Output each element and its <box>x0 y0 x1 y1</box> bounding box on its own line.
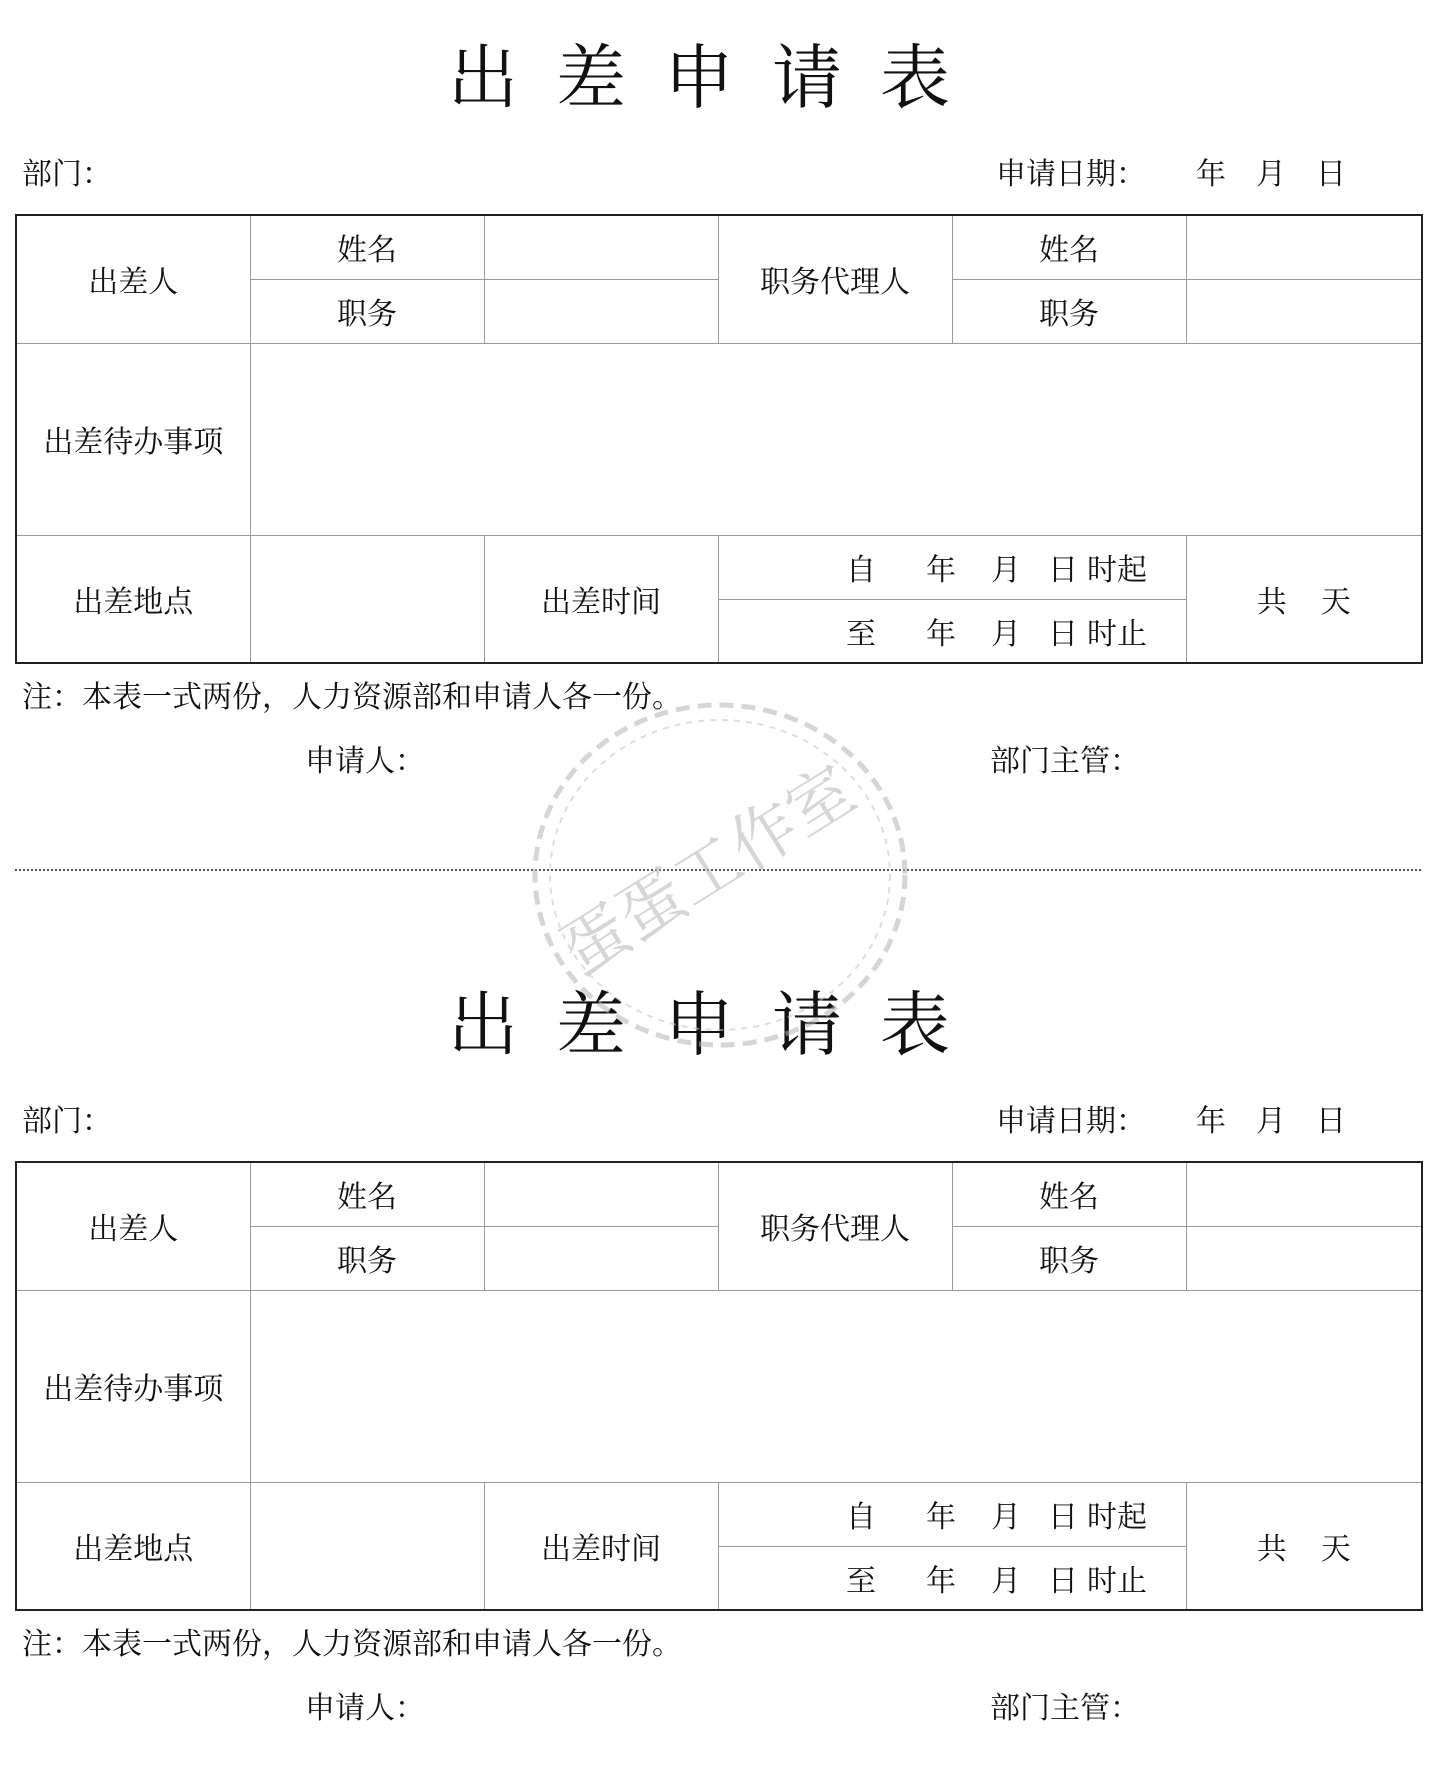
date-month: 月 <box>1256 157 1286 192</box>
apply-date-label: 申请日期： <box>996 1104 1146 1139</box>
from-label: 自 <box>846 553 876 588</box>
start-year: 年 <box>926 1500 956 1535</box>
agent-name-label: 姓名 <box>952 1162 1186 1226</box>
travel-request-form-bottom <box>0 947 1436 1767</box>
end-hour: 时止 <box>1087 1563 1147 1599</box>
agent-label: 职务代理人 <box>718 1162 952 1290</box>
manager-signature-label: 部门主管： <box>990 744 1140 779</box>
traveler-name-field[interactable] <box>484 215 718 279</box>
end-time-field[interactable] <box>718 1546 1186 1610</box>
time-label: 出差时间 <box>484 535 718 663</box>
todo-field[interactable] <box>250 343 1422 535</box>
todo-label: 出差待办事项 <box>16 1290 250 1482</box>
days-label: 天 <box>1320 1531 1351 1567</box>
traveler-position-label: 职务 <box>250 1226 484 1290</box>
traveler-label: 出差人 <box>16 1162 250 1290</box>
form-note: 注：本表一式两份，人力资源部和申请人各一份。 <box>22 680 682 715</box>
start-hour: 时起 <box>1087 1500 1147 1535</box>
date-year: 年 <box>1196 1104 1226 1139</box>
from-label: 自 <box>846 1500 876 1535</box>
end-month: 月 <box>991 616 1021 652</box>
location-label: 出差地点 <box>16 1482 250 1610</box>
apply-date <box>996 1102 1346 1142</box>
end-time-field[interactable] <box>718 599 1186 663</box>
end-day: 日 <box>1048 616 1078 652</box>
todo-field[interactable] <box>250 1290 1422 1482</box>
traveler-name-label: 姓名 <box>250 215 484 279</box>
total-days-field[interactable] <box>1186 1482 1422 1610</box>
total-label: 共 <box>1256 584 1287 620</box>
date-year: 年 <box>1196 157 1226 192</box>
agent-name-label: 姓名 <box>952 215 1186 279</box>
location-label: 出差地点 <box>16 535 250 663</box>
form-title: 出差申请表 <box>448 37 988 119</box>
location-field[interactable] <box>250 535 484 663</box>
travel-request-table <box>15 214 1423 664</box>
agent-name-field[interactable] <box>1186 1162 1422 1226</box>
time-label: 出差时间 <box>484 1482 718 1610</box>
end-year: 年 <box>926 616 956 652</box>
end-year: 年 <box>926 1563 956 1599</box>
watermark-stamp-icon <box>520 690 920 1060</box>
days-label: 天 <box>1320 584 1351 620</box>
traveler-name-label: 姓名 <box>250 1162 484 1226</box>
date-month: 月 <box>1256 1104 1286 1139</box>
manager-signature-label: 部门主管： <box>990 1691 1140 1726</box>
traveler-position-field[interactable] <box>484 1226 718 1290</box>
start-time-field[interactable] <box>718 535 1186 599</box>
start-month: 月 <box>991 553 1021 588</box>
apply-date-label: 申请日期： <box>996 157 1146 192</box>
start-time-field[interactable] <box>718 1482 1186 1546</box>
start-hour: 时起 <box>1087 553 1147 588</box>
date-day: 日 <box>1316 157 1346 192</box>
travel-request-table <box>15 1161 1423 1611</box>
end-day: 日 <box>1048 1563 1078 1599</box>
location-field[interactable] <box>250 1482 484 1610</box>
total-label: 共 <box>1256 1531 1287 1567</box>
traveler-position-label: 职务 <box>250 279 484 343</box>
agent-position-field[interactable] <box>1186 1226 1422 1290</box>
department-label: 部门： <box>22 1104 112 1139</box>
start-day: 日 <box>1048 553 1078 588</box>
todo-label: 出差待办事项 <box>16 343 250 535</box>
applicant-signature-label: 申请人： <box>305 1691 425 1726</box>
agent-position-label: 职务 <box>952 1226 1186 1290</box>
start-month: 月 <box>991 1500 1021 1535</box>
total-days-field[interactable] <box>1186 535 1422 663</box>
end-hour: 时止 <box>1087 616 1147 652</box>
agent-name-field[interactable] <box>1186 215 1422 279</box>
agent-label: 职务代理人 <box>718 215 952 343</box>
applicant-signature-label: 申请人： <box>305 744 425 779</box>
traveler-label: 出差人 <box>16 215 250 343</box>
end-month: 月 <box>991 1563 1021 1599</box>
apply-date <box>996 155 1346 195</box>
agent-position-field[interactable] <box>1186 279 1422 343</box>
start-year: 年 <box>926 553 956 588</box>
date-day: 日 <box>1316 1104 1346 1139</box>
form-title: 出差申请表 <box>448 984 988 1066</box>
traveler-position-field[interactable] <box>484 279 718 343</box>
form-note: 注：本表一式两份，人力资源部和申请人各一份。 <box>22 1627 682 1662</box>
to-label: 至 <box>846 616 876 652</box>
watermark-text: 蛋蛋工作室 <box>547 750 869 992</box>
department-label: 部门： <box>22 157 112 192</box>
to-label: 至 <box>846 1563 876 1599</box>
traveler-name-field[interactable] <box>484 1162 718 1226</box>
agent-position-label: 职务 <box>952 279 1186 343</box>
start-day: 日 <box>1048 1500 1078 1535</box>
